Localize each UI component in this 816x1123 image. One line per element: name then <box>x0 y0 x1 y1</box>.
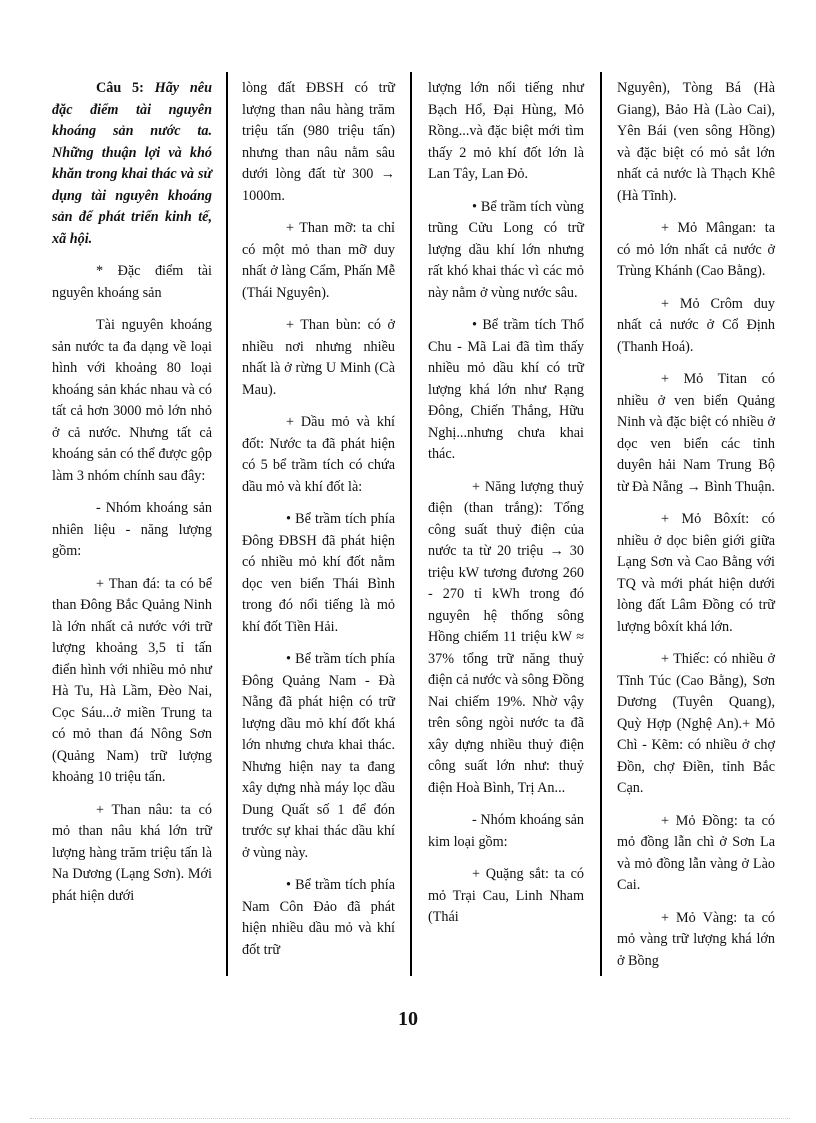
column-2 <box>242 78 395 976</box>
paragraph: lượng lớn nổi tiếng như Bạch Hổ, Đại Hùng, Mỏ Rồng...và đặc biệt mới tìm thấy 2 mỏ khí đốt lớn là Lan Tây, Lan Đỏ. <box>428 80 584 182</box>
column-4 <box>617 78 775 976</box>
paragraph: + Mỏ Bôxít: có nhiều ở dọc biên giới giữa Lạng Sơn và Cao Bằng với TQ và mới phát hiện dưới lòng đất Lâm Đồng có trữ lượng bôxít khá lớn. <box>617 511 775 635</box>
bullet-paragraph: • Bể trầm tích Thổ Chu - Mã Lai đã tìm thấy nhiều mỏ dầu khí có trữ lượng khá lớn như Rạng Đông, Chiến Thắng, Hữu Nghị...nhưng chưa khai thác. <box>428 317 584 462</box>
paragraph: + Than mỡ: ta chỉ có một mỏ than mỡ duy nhất ở làng Cẩm, Phấn Mễ (Thái Nguyên). <box>242 220 395 301</box>
page-number: 10 <box>398 1008 418 1030</box>
question-label: Câu 5: <box>96 80 155 96</box>
paragraph: Nguyên), Tòng Bá (Hà Giang), Bảo Hà (Lào Cai), Yên Bái (ven sông Hồng) và đặc biệt có mỏ sắt lớn nhất cả nước là Thạch Khê (Hà Tĩnh). <box>617 80 775 204</box>
column-divider-2 <box>410 72 412 976</box>
paragraph: + Than bùn: có ở nhiều nơi nhưng nhiều nhất là ở rừng U Minh (Cà Mau). <box>242 317 395 398</box>
column-3 <box>428 78 584 976</box>
paragraph: + Quặng sắt: ta có mỏ Trại Cau, Linh Nham (Thái <box>428 866 584 925</box>
paragraph: * Đặc điểm tài nguyên khoáng sản <box>52 263 212 301</box>
paragraph: + Mỏ Mângan: ta có mỏ lớn nhất cả nước ở Trùng Khánh (Cao Bằng). <box>617 220 775 279</box>
paragraph: + Thiếc: có nhiều ở Tĩnh Túc (Cao Bằng), Sơn Dương (Tuyên Quang), Quỳ Hợp (Nghệ An).+ Mỏ Chì - Kẽm: có nhiều ở chợ Đồn, chợ Điền, tỉnh Bắc Cạn. <box>617 651 775 796</box>
question-heading <box>52 78 212 250</box>
column-divider-1 <box>226 72 228 976</box>
paragraph: + Mỏ Titan có nhiều ở ven biển Quảng Ninh và đặc biệt có nhiều ở dọc ven biển các tỉnh duyên hải Nam Trung Bộ từ Đà Nẵng → Bình Thuận. <box>617 371 775 495</box>
paragraph: + Than đá: ta có bể than Đông Bắc Quảng Ninh là lớn nhất cả nước với trữ lượng khoảng 3,5 tỉ tấn điển hình với nhiều mỏ như Hà Tu, Hà Lầm, Đèo Nai, Cọc Sáu...ở miền Trung ta có mỏ than đá Nông Sơn (Quảng Nam) trữ lượng khoảng 10 triệu tấn. <box>52 575 212 785</box>
paragraph: + Mỏ Vàng: ta có mỏ vàng trữ lượng khá lớn ở Bồng <box>617 909 775 969</box>
column-divider-3 <box>600 72 602 976</box>
bullet-paragraph: • Bể trầm tích phía Đông Quảng Nam - Đà Nẵng đã phát hiện có trữ lượng dầu mỏ khí đốt khá lớn nhưng chưa khai thác. Nhưng hiện nay ta đang xây dựng nhà máy lọc dầu Dung Quất số 1 để đón trước sự khai thác dầu khí ở vùng này. <box>242 651 395 861</box>
question-title: Hãy nêu đặc điểm tài nguyên khoáng sản nước ta. Những thuận lợi và khó khăn trong khai thác và sử dụng tài nguyên khoáng sản để phát triển kinh tế, xã hội. <box>52 80 212 247</box>
paragraph: + Than nâu: ta có mỏ than nâu khá lớn trữ lượng hàng trăm triệu tấn là Na Dương (Lạng Sơn). Mới phát hiện dưới <box>52 801 212 904</box>
page-bottom-edge <box>30 1118 790 1119</box>
paragraph: + Dầu mỏ và khí đốt: Nước ta đã phát hiện có 5 bể trầm tích có chứa dầu mỏ và khí đốt là: <box>242 414 395 495</box>
paragraph: Tài nguyên khoáng sản nước ta đa dạng về loại hình với khoảng 80 loại khoáng sản khác nhau và có tất cả hơn 3000 mỏ lớn nhỏ ở cả nước. Nhưng tất cả khoáng sản có thể được gộp làm 3 nhóm chính sau đây: <box>52 317 212 484</box>
paragraph: + Mỏ Crôm duy nhất cả nước ở Cổ Định (Thanh Hoá). <box>617 295 775 355</box>
paragraph: lòng đất ĐBSH có trữ lượng than nâu hàng trăm triệu tấn (980 triệu tấn) nhưng than nâu nằm sâu dưới lòng đất từ 300 → 1000m. <box>242 80 395 204</box>
paragraph: + Năng lượng thuỷ điện (than trắng): Tổng công suất thuỷ điện của nước ta từ 20 triệu → 30 triệu kW tương đương 260 - 270 tỉ kWh trong đó nguyên hệ thống sông Hồng chiếm 11 triệu kW ≈ 37% tổng trữ năng thuỷ điện cả nước và sông Đồng Nai chiếm 19%. Nhờ vậy trên sông ngòi nước ta đã xây dựng nhiều thuỷ điện công suất lớn như: thuỷ điện Hoà Bình, Trị An... <box>428 478 584 796</box>
bullet-paragraph: • Bể trầm tích phía Đông ĐBSH đã phát hiện có nhiều mỏ khí đốt nằm dọc ven biển Thái Bình trong đó nổi tiếng là mỏ khí đốt Tiền Hải. <box>242 511 395 635</box>
paragraph: + Mỏ Đồng: ta có mỏ đồng lẫn chì ở Sơn La và mỏ đồng lẫn vàng ở Lào Cai. <box>617 812 775 893</box>
paragraph: - Nhóm khoáng sản kim loại gồm: <box>428 812 584 850</box>
bullet-paragraph: • Bể trầm tích vùng trũng Cửu Long có trữ lượng dầu khí lớn nhưng rất khó khai thác vì các mỏ này nằm ở vùng nước sâu. <box>428 198 584 301</box>
bullet-paragraph: • Bể trầm tích phía Nam Côn Đảo đã phát hiện nhiều dầu mỏ và khí đốt trữ <box>242 877 395 958</box>
column-1 <box>52 78 212 976</box>
paragraph: - Nhóm khoáng sản nhiên liệu - năng lượng gồm: <box>52 500 212 559</box>
